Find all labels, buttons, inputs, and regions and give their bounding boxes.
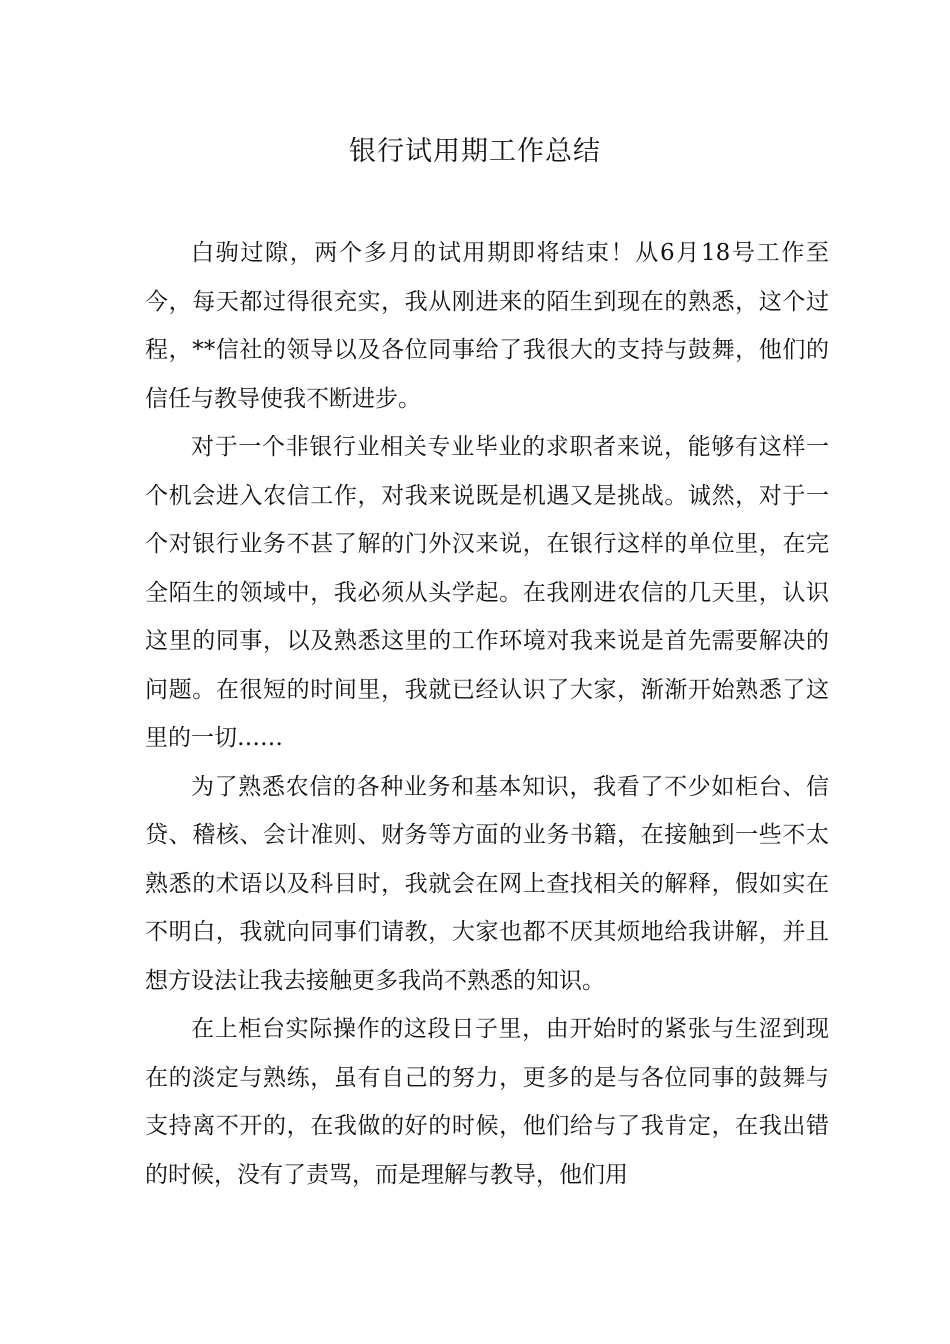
document-title: 银行试用期工作总结 bbox=[349, 136, 601, 167]
paragraph-1: 白驹过隙，两个多月的试用期即将结束！从6月18号工作至今，每天都过得很充实，我从刚进来的陌生到现在的熟悉，这个过程，**信社的领导以及各位同事给了我很大的支持与鼓舞，他们的信任与教导使我不断进步。 bbox=[145, 240, 829, 412]
paragraph-3: 为了熟悉农信的各种业务和基本知识，我看了不少如柜台、信贷、稽核、会计准则、财务等方面的业务书籍，在接触到一些不太熟悉的术语以及科目时，我就会在网上查找相关的解释，假如实在不明白，我就向同事们请教，大家也都不厌其烦地给我讲解，并且想方设法让我去接触更多我尚不熟悉的知识。 bbox=[145, 773, 829, 994]
document-body bbox=[145, 229, 829, 1199]
paragraph-4: 在上柜台实际操作的这段日子里，由开始时的紧张与生涩到现在的淡定与熟练，虽有自己的努力，更多的是与各位同事的鼓舞与支持离不开的，在我做的好的时候，他们给与了我肯定，在我出错的时候，没有了责骂，而是理解与教导，他们用 bbox=[145, 1016, 829, 1188]
paragraph-2: 对于一个非银行业相关专业毕业的求职者来说，能够有这样一个机会进入农信工作，对我来说既是机遇又是挑战。诚然，对于一个对银行业务不甚了解的门外汉来说，在银行这样的单位里，在完全陌生的领域中，我必须从头学起。在我刚进农信的几天里，认识这里的同事，以及熟悉这里的工作环境对我来说是首先需要解决的问题。在很短的时间里，我就已经认识了大家，渐渐开始熟悉了这里的一切…… bbox=[145, 434, 829, 751]
